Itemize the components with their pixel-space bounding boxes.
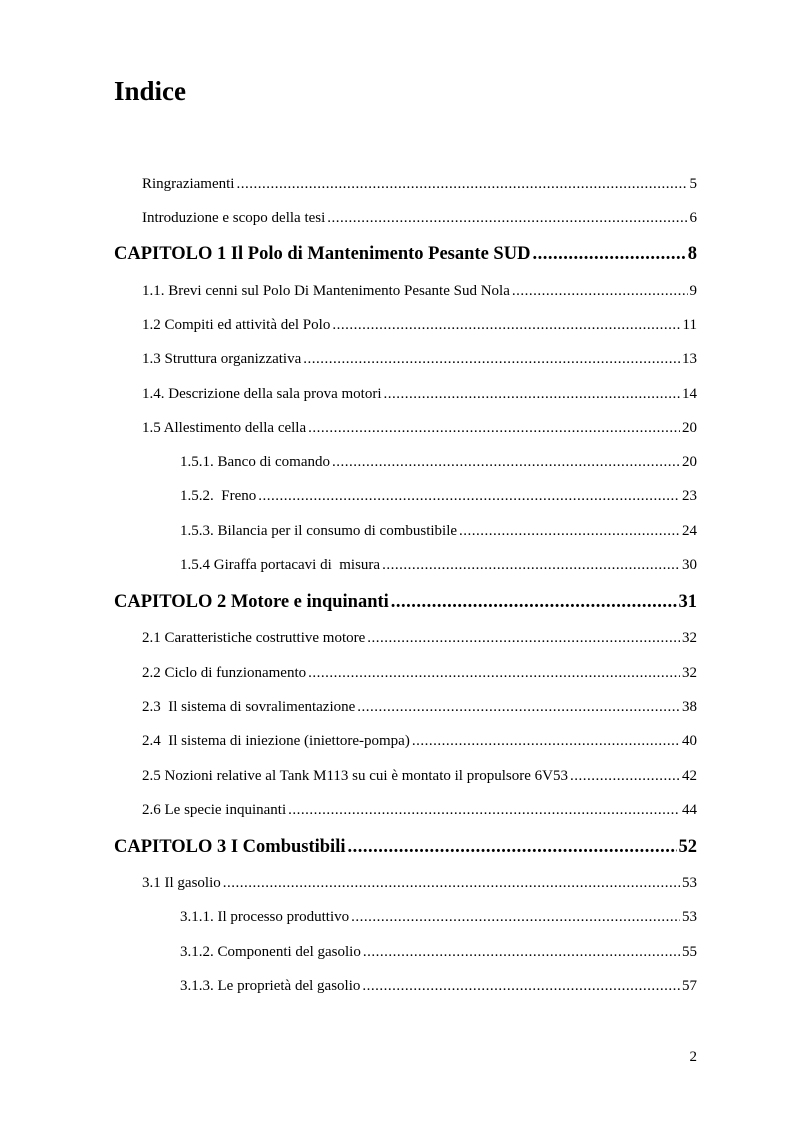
toc-entry-page: 52 bbox=[678, 837, 697, 857]
dot-leader bbox=[363, 944, 680, 961]
toc-entry bbox=[142, 802, 697, 819]
toc-entry-label: CAPITOLO 2 Motore e inquinanti bbox=[114, 592, 389, 612]
toc-entry bbox=[180, 454, 697, 471]
toc-entry bbox=[180, 909, 697, 926]
dot-leader bbox=[459, 523, 680, 540]
toc-entry-page: 44 bbox=[682, 802, 697, 818]
toc-chapter bbox=[114, 592, 697, 613]
toc-entry-page: 40 bbox=[682, 733, 697, 749]
dot-leader bbox=[236, 176, 687, 193]
toc-entry-label: 3.1 Il gasolio bbox=[142, 875, 221, 891]
toc-entry-label: 2.1 Caratteristiche costruttive motore bbox=[142, 630, 366, 646]
dot-leader bbox=[308, 665, 680, 682]
dot-leader bbox=[327, 210, 687, 227]
toc-entry-label: 3.1.2. Componenti del gasolio bbox=[180, 944, 361, 960]
toc-entry-page: 32 bbox=[682, 630, 697, 646]
toc-entry bbox=[142, 420, 697, 437]
toc-entry-label: 2.2 Ciclo di funzionamento bbox=[142, 665, 307, 681]
toc-entry-label: 1.5.2. Freno bbox=[180, 488, 257, 504]
toc-entry-page: 53 bbox=[682, 909, 697, 925]
toc-entry-label: 2.4 Il sistema di iniezione (iniettore-pompa) bbox=[142, 733, 410, 749]
toc-entry-label: 3.1.3. Le proprietà del gasolio bbox=[180, 978, 361, 994]
dot-leader bbox=[347, 837, 676, 858]
toc-entry-label: 1.5.4 Giraffa portacavi di misura bbox=[180, 557, 381, 573]
toc-entry-label: 2.5 Nozioni relative al Tank M113 su cui è montato il propulsore 6V53 bbox=[142, 768, 568, 784]
toc-entry bbox=[180, 557, 697, 574]
dot-leader bbox=[367, 630, 680, 647]
toc-entry-page: 24 bbox=[682, 523, 697, 539]
toc-entry bbox=[142, 875, 697, 892]
dot-leader bbox=[223, 875, 680, 892]
toc-entry-label: 1.2 Compiti ed attività del Polo bbox=[142, 317, 331, 333]
toc-entry bbox=[142, 176, 697, 193]
toc-entry-page: 6 bbox=[689, 210, 697, 226]
toc-entry bbox=[142, 768, 697, 785]
toc-entry-page: 32 bbox=[682, 665, 697, 681]
toc-entry bbox=[142, 665, 697, 682]
toc-entry-page: 23 bbox=[682, 488, 697, 504]
toc-entry-label: 3.1.1. Il processo produttivo bbox=[180, 909, 350, 925]
toc-entry bbox=[142, 351, 697, 368]
toc-entry-label: 2.6 Le specie inquinanti bbox=[142, 802, 287, 818]
toc-entry-label: CAPITOLO 3 I Combustibili bbox=[114, 837, 346, 857]
toc-entry bbox=[142, 699, 697, 716]
toc-entry bbox=[142, 210, 697, 227]
dot-leader bbox=[357, 699, 680, 716]
toc-entry-label: CAPITOLO 1 Il Polo di Mantenimento Pesante SUD bbox=[114, 244, 531, 264]
toc-entry-page: 38 bbox=[682, 699, 697, 715]
dot-leader bbox=[288, 802, 680, 819]
toc-entry bbox=[142, 630, 697, 647]
dot-leader bbox=[391, 592, 677, 613]
dot-leader bbox=[384, 386, 680, 403]
toc-entry-page: 20 bbox=[682, 420, 697, 436]
dot-leader bbox=[512, 283, 688, 300]
page-number: 2 bbox=[689, 1049, 697, 1065]
dot-leader bbox=[570, 768, 680, 785]
dot-leader bbox=[332, 454, 680, 471]
dot-leader bbox=[351, 909, 680, 926]
toc-entry-label: 1.5.3. Bilancia per il consumo di combustibile bbox=[180, 523, 458, 539]
toc-entry-page: 8 bbox=[687, 244, 697, 264]
toc-entry-label: Ringraziamenti bbox=[142, 176, 235, 192]
dot-leader bbox=[382, 557, 680, 574]
toc-entry bbox=[180, 978, 697, 995]
toc-entry-label: 1.3 Struttura organizzativa bbox=[142, 351, 302, 367]
toc-entry-page: 57 bbox=[682, 978, 697, 994]
toc-entry-page: 13 bbox=[682, 351, 697, 367]
toc-entry-label: Introduzione e scopo della tesi bbox=[142, 210, 326, 226]
dot-leader bbox=[308, 420, 680, 437]
dot-leader bbox=[532, 244, 685, 265]
dot-leader bbox=[258, 488, 680, 505]
page-title: Indice bbox=[114, 76, 187, 106]
toc-entry bbox=[142, 317, 697, 334]
toc-entry-page: 5 bbox=[689, 176, 697, 192]
toc-entry bbox=[142, 733, 697, 750]
toc-entry bbox=[180, 523, 697, 540]
toc-entry-page: 55 bbox=[682, 944, 697, 960]
toc-chapter bbox=[114, 244, 697, 265]
toc-entry-label: 2.3 Il sistema di sovralimentazione bbox=[142, 699, 356, 715]
toc-entry-label: 1.5.1. Banco di comando bbox=[180, 454, 330, 470]
dot-leader bbox=[412, 733, 680, 750]
toc-entry-label: 1.5 Allestimento della cella bbox=[142, 420, 307, 436]
toc-entry-page: 31 bbox=[678, 592, 697, 612]
toc-entry bbox=[180, 488, 697, 505]
dot-leader bbox=[362, 978, 680, 995]
toc-entry bbox=[142, 283, 697, 300]
dot-leader bbox=[332, 317, 680, 334]
toc-entry-label: 1.4. Descrizione della sala prova motori bbox=[142, 386, 382, 402]
toc-entry bbox=[180, 944, 697, 961]
toc-entry-page: 53 bbox=[682, 875, 697, 891]
toc-entry bbox=[142, 386, 697, 403]
toc-entry-page: 9 bbox=[689, 283, 697, 299]
toc-entry-page: 20 bbox=[682, 454, 697, 470]
toc-entry-label: 1.1. Brevi cenni sul Polo Di Mantenimento Pesante Sud Nola bbox=[142, 283, 510, 299]
toc-chapter bbox=[114, 837, 697, 858]
dot-leader bbox=[303, 351, 680, 368]
toc-entry-page: 30 bbox=[682, 557, 697, 573]
toc-entry-page: 11 bbox=[682, 317, 697, 333]
toc-entry-page: 14 bbox=[682, 386, 697, 402]
toc-entry-page: 42 bbox=[682, 768, 697, 784]
